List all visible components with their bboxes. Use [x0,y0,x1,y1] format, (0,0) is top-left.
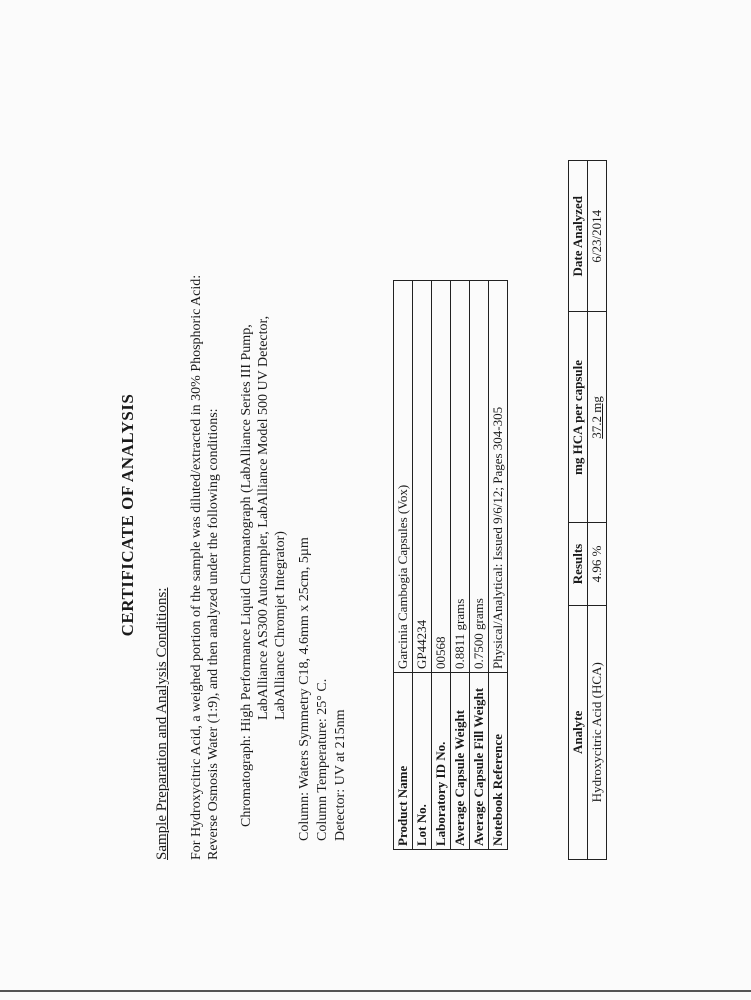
info-label: Average Capsule Weight [451,673,470,850]
info-label: Lot No. [413,673,432,850]
mg-per-capsule-cell: 37.2 mg [588,312,607,523]
info-value: 0.7500 grams [470,281,489,673]
table-row [394,281,413,850]
info-label: Notebook Reference [489,673,508,850]
table-row [413,281,432,850]
section-heading: Sample Preparation and Analysis Conditions: [154,587,170,860]
info-value: GP44234 [413,281,432,673]
column-header-mg-per-capsule: mg HCA per capsule [569,312,588,523]
table-header-row [569,161,588,860]
info-value: Garcinia Cambogia Capsules (Vox) [394,281,413,673]
detector-spec: Detector: UV at 215nm [333,709,348,841]
document-title: CERTIFICATE OF ANALYSIS [118,393,137,637]
date-analyzed-cell: 6/23/2014 [588,161,607,312]
info-value: 00568 [432,281,451,673]
certificate-page [108,85,628,945]
product-info-table [393,280,508,850]
column-header-analyte: Analyte [569,605,588,859]
column-spec: Column: Waters Symmetry C18, 4.6mm x 25cm, 5µm [297,537,312,841]
table-row [470,281,489,850]
column-header-results: Results [569,523,588,605]
table-row [432,281,451,850]
intro-line-2: Reverse Osmosis Water (1:9), and then analyzed under the following conditions: [206,408,221,860]
chromatograph-line-2: LabAlliance AS300 Autosampler, LabAlliance Model 500 UV Detector, [256,315,271,720]
info-label: Average Capsule Fill Weight [470,673,489,850]
column-header-date-analyzed: Date Analyzed [569,161,588,312]
intro-line-1: For Hydroxycitric Acid, a weighed portion of the sample was diluted/extracted in 30% Phosphoric Acid: [189,274,204,860]
table-row [489,281,508,850]
chromatograph-line-1: Chromatograph: High Performance Liquid Chromatograph (LabAlliance Series III Pump, [239,324,254,827]
info-label: Product Name [394,673,413,850]
chromatograph-description [238,127,289,827]
info-label: Laboratory ID No. [432,673,451,850]
analyte-cell: Hydroxycitric Acid (HCA) [588,605,607,859]
info-value: Physical/Analytical: Issued 9/6/12; Pages 304-305 [489,281,508,673]
info-value: 0.8811 grams [451,281,470,673]
chromatograph-line-3: LabAlliance Chromjet Integrator) [273,531,288,720]
results-table [568,160,607,860]
results-cell: 4.96 % [588,523,607,605]
column-temperature: Column Temperature: 25° C. [315,678,330,841]
intro-paragraph [188,120,222,860]
analysis-conditions [296,537,350,841]
scan-edge-line [0,990,751,992]
table-row [451,281,470,850]
table-row [588,161,607,860]
